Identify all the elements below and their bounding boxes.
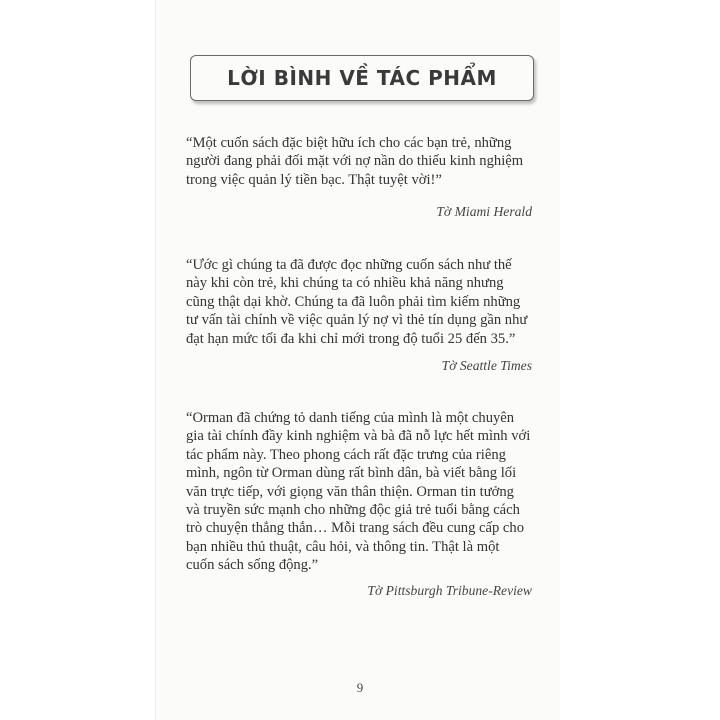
review-quote-3 <box>186 409 532 575</box>
quote-line: bạn nhiều thủ thuật, câu hỏi, và thông tin. Thật là một <box>186 538 500 555</box>
quote-line: cũng thật dại khờ. Chúng ta đã luôn phải tìm kiếm những <box>186 293 521 310</box>
quote-line: trò chuyện thẳng thắn… Mỗi trang sách đều cung cấp cho <box>186 520 524 537</box>
page-title: LỜI BÌNH VỀ TÁC PHẨM <box>227 66 497 90</box>
review-quote-2 <box>186 256 532 348</box>
quote-line: “Orman đã chứng tỏ danh tiếng của mình là một chuyên <box>186 410 515 426</box>
quote-line: và truyền sức mạnh cho những độc giả trẻ tuổi bằng cách <box>186 502 520 519</box>
quote-line: cuốn sách sống động.” <box>186 557 319 574</box>
quote-line: gia tài chính đầy kinh nghiệm và bà đã nỗ lực hết mình với <box>186 428 531 445</box>
quote-line: tác phẩm này. Theo phong cách rất đặc trưng của riêng <box>186 446 506 463</box>
review-source-3: Tờ Pittsburgh Tribune-Review <box>367 583 532 598</box>
page-number: 9 <box>356 680 364 695</box>
quote-line: tư vấn tài chính về việc quản lý nợ vì thẻ tín dụng gần như <box>186 312 528 329</box>
quote-line: người đang phải đối mặt với nợ nần do thiếu kinh nghiệm <box>186 153 524 170</box>
quote-line: đạt hạn mức tối đa khi chỉ mới trong độ tuổi 25 đến 35.” <box>186 330 516 347</box>
title-box <box>190 55 534 101</box>
quote-line: văn trực tiếp, với giọng văn thân thiện. Orman tin tưởng <box>186 483 514 500</box>
quote-line: này khi còn trẻ, khi chúng ta có nhiều khả năng nhưng <box>186 275 504 292</box>
quote-line: trong việc quản lý tiền bạc. Thật tuyệt vời!” <box>186 171 442 188</box>
review-source-2: Tờ Seattle Times <box>441 358 532 373</box>
review-quote-1 <box>186 134 532 189</box>
review-source-1: Tờ Miami Herald <box>436 204 532 219</box>
quote-line: mình, ngôn từ Orman dùng rất bình dân, bà viết bằng lối <box>186 465 517 482</box>
quote-line: “Ước gì chúng ta đã được đọc những cuốn sách như thế <box>186 257 512 273</box>
page-edge <box>155 0 156 720</box>
quote-line: “Một cuốn sách đặc biệt hữu ích cho các bạn trẻ, những <box>186 135 512 151</box>
